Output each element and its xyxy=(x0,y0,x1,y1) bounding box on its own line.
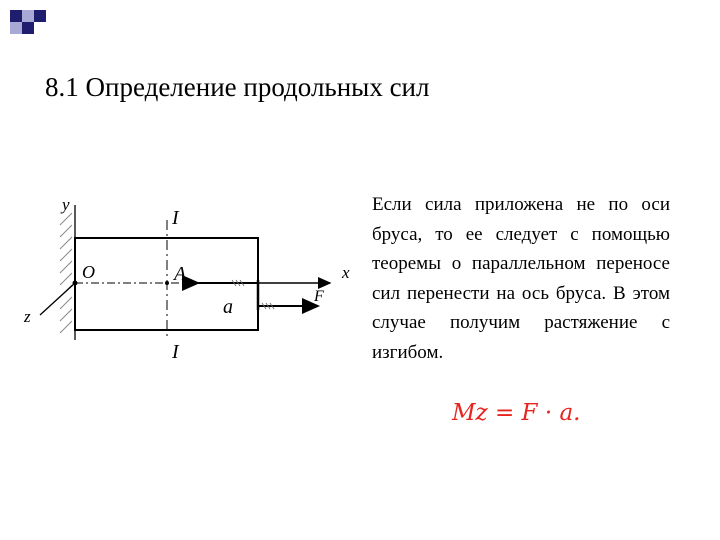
square-dark-1 xyxy=(10,10,22,22)
label-y: y xyxy=(62,195,70,214)
label-o: O xyxy=(82,262,95,282)
beam-diagram xyxy=(0,180,370,380)
slide-title: 8.1 Определение продольных сил xyxy=(45,72,430,102)
label-section-bottom: I xyxy=(172,341,179,363)
wall-hatching xyxy=(60,213,72,333)
square-dark-2 xyxy=(34,10,46,22)
square-light-2 xyxy=(10,22,22,34)
label-z: z xyxy=(24,307,31,326)
label-section-top: I xyxy=(172,207,179,229)
explanation-paragraph: Если сила приложена не по оси бруса, то ее следует с помощью теоремы о параллельном переносе сил перенести на ось бруса. В этом случае получим растяжение с изгибом. xyxy=(372,194,670,363)
label-f: F xyxy=(314,288,324,305)
label-a-point: A xyxy=(174,263,187,285)
label-a-offset: a xyxy=(223,296,233,318)
force-tick-marks xyxy=(232,280,274,309)
point-a xyxy=(165,281,169,285)
square-dark-3 xyxy=(22,22,34,34)
origin-point xyxy=(73,281,78,286)
label-x: x xyxy=(342,263,350,282)
decorative-squares xyxy=(0,0,60,40)
square-light-1 xyxy=(22,10,34,22)
moment-formula: Mz = F · a. xyxy=(452,400,581,426)
